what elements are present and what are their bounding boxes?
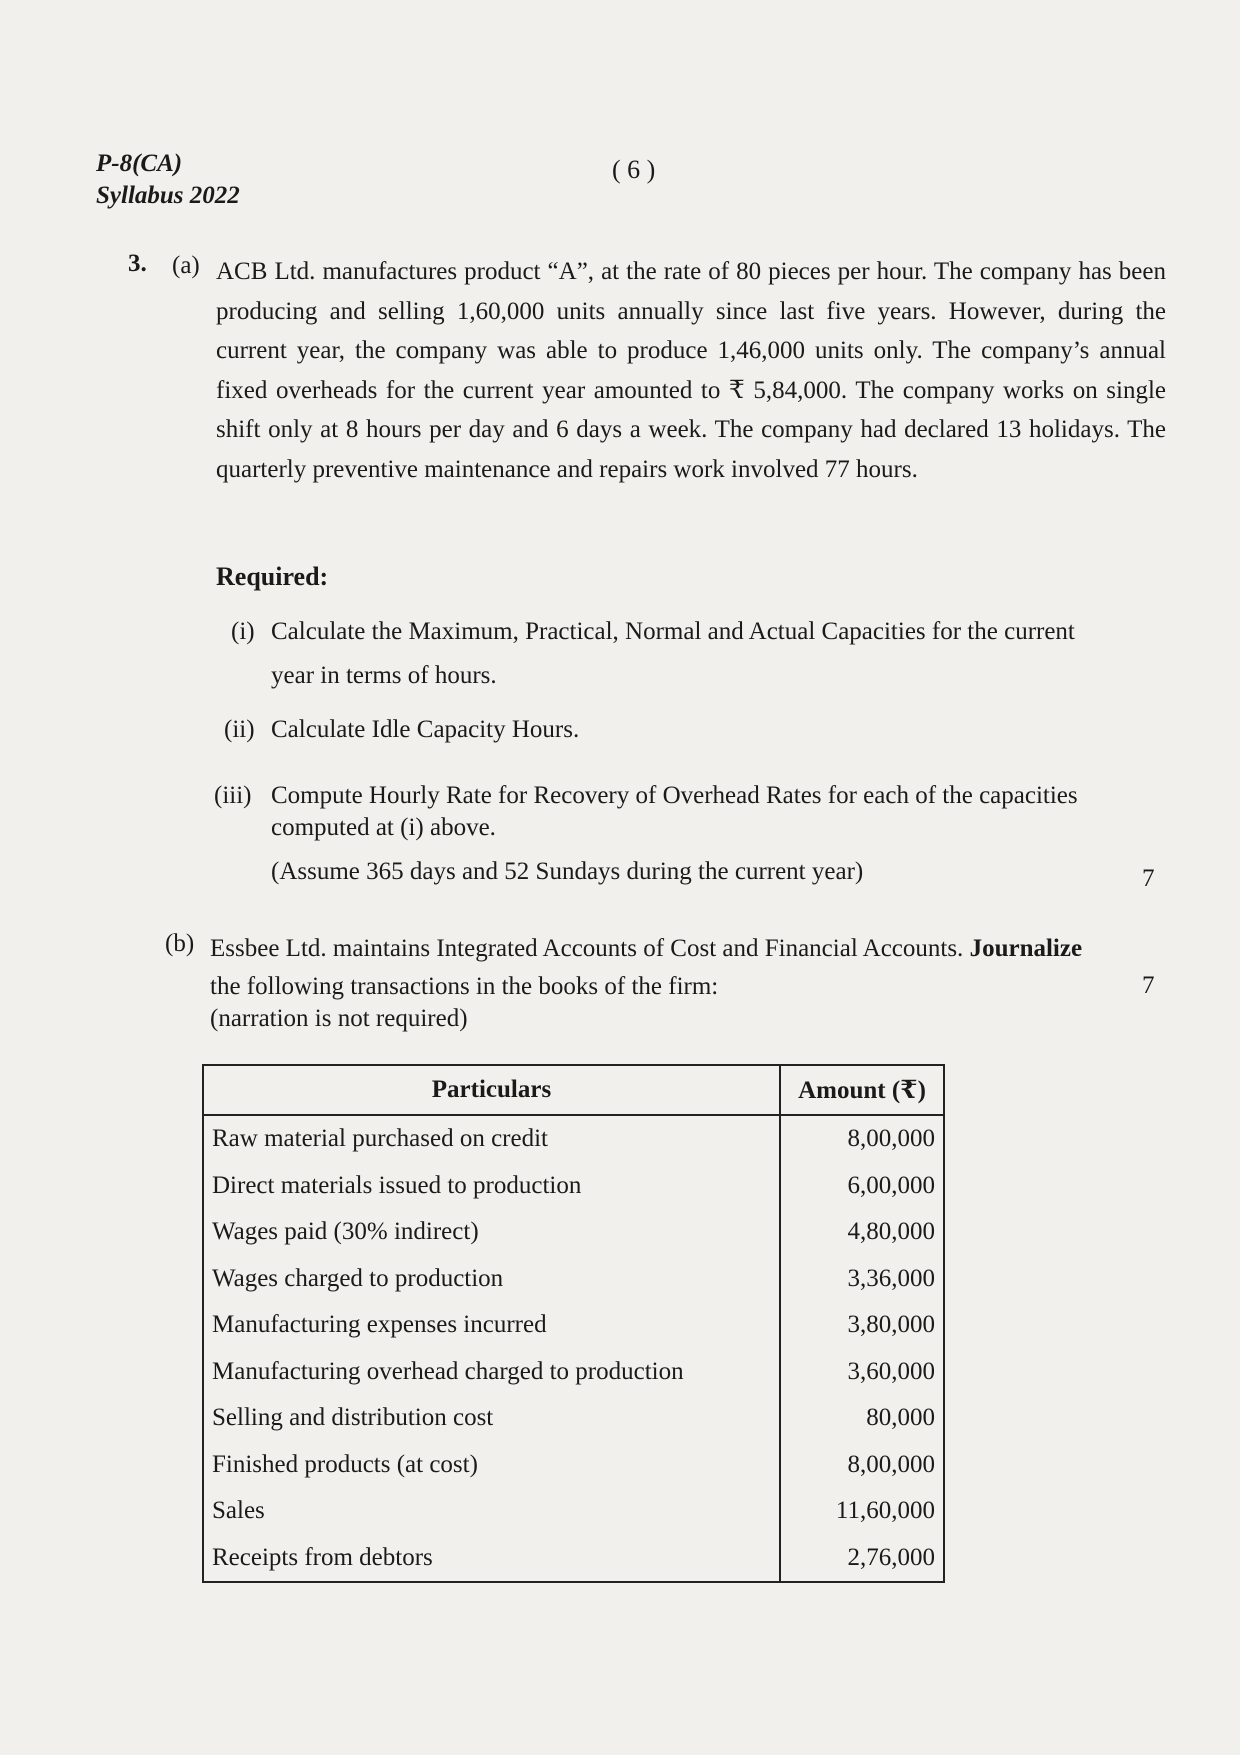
table-row — [203, 1535, 944, 1583]
table-header-row — [203, 1065, 944, 1115]
table-row — [203, 1163, 944, 1210]
syllabus-label: Syllabus 2022 — [96, 182, 240, 209]
amount-header: Amount (₹) — [780, 1065, 944, 1115]
part-b-text-line2: the following transactions in the books of the firm: — [210, 973, 719, 1000]
table-row — [203, 1302, 944, 1349]
part-a-label: (a) — [172, 252, 200, 279]
part-b-label: (b) — [165, 930, 195, 957]
particular-cell: Selling and distribution cost — [203, 1395, 780, 1442]
table-row — [203, 1209, 944, 1256]
table-row — [203, 1349, 944, 1396]
particular-cell: Raw material purchased on credit — [203, 1115, 780, 1163]
amount-cell: 3,60,000 — [780, 1349, 944, 1396]
part-a-marks: 7 — [1142, 865, 1155, 892]
table-row — [203, 1395, 944, 1442]
item-iii-label: (iii) — [214, 782, 252, 809]
particular-cell: Wages paid (30% indirect) — [203, 1209, 780, 1256]
particulars-header: Particulars — [203, 1065, 780, 1115]
particular-cell: Manufacturing expenses incurred — [203, 1302, 780, 1349]
amount-cell: 3,36,000 — [780, 1256, 944, 1303]
particular-cell: Sales — [203, 1488, 780, 1535]
particular-cell: Wages charged to production — [203, 1256, 780, 1303]
item-ii-text: Calculate Idle Capacity Hours. — [271, 716, 580, 743]
transactions-table — [202, 1064, 945, 1583]
part-a-text: ACB Ltd. manufactures product “A”, at the rate of 80 pieces per hour. The company has been producing and selling 1,60,000 units annually since last five years. However, during the current year, the company was able to produce 1,46,000 units only. The company’s annual fixed overheads for the current year amounted to ₹ 5,84,000. The company works on single shift only at 8 hours per day and 6 days a week. The company had declared 13 holidays. The quarterly preventive maintenance and repairs work involved 77 hours. — [216, 258, 1166, 483]
narration-note: (narration is not required) — [210, 1005, 468, 1032]
item-ii-label: (ii) — [224, 716, 255, 743]
question-number: 3. — [128, 250, 147, 277]
part-b-marks: 7 — [1142, 972, 1155, 999]
amount-cell: 11,60,000 — [780, 1488, 944, 1535]
particular-cell: Manufacturing overhead charged to production — [203, 1349, 780, 1396]
particular-cell: Finished products (at cost) — [203, 1442, 780, 1489]
item-iii-text-line1: Compute Hourly Rate for Recovery of Overhead Rates for each of the capacities — [271, 782, 1078, 809]
item-i-text-line1: Calculate the Maximum, Practical, Normal and Actual Capacities for the current — [271, 618, 1075, 645]
table-row — [203, 1115, 944, 1163]
required-heading: Required: — [216, 562, 329, 591]
amount-cell: 3,80,000 — [780, 1302, 944, 1349]
table-row — [203, 1442, 944, 1489]
particular-cell: Receipts from debtors — [203, 1535, 780, 1583]
part-b-text-bold: Journalize — [969, 935, 1083, 962]
table-row — [203, 1488, 944, 1535]
table-row — [203, 1256, 944, 1303]
part-b-text — [210, 930, 1170, 1006]
assumption-note: (Assume 365 days and 52 Sundays during the current year) — [271, 858, 864, 885]
amount-cell: 6,00,000 — [780, 1163, 944, 1210]
amount-cell: 4,80,000 — [780, 1209, 944, 1256]
amount-cell: 80,000 — [780, 1395, 944, 1442]
page-number: ( 6 ) — [612, 155, 656, 184]
paper-code: P-8(CA) — [96, 150, 183, 177]
amount-cell: 2,76,000 — [780, 1535, 944, 1583]
item-i-label: (i) — [231, 618, 255, 645]
amount-cell: 8,00,000 — [780, 1442, 944, 1489]
part-b-text-plain: Essbee Ltd. maintains Integrated Accounts of Cost and Financial Accounts. — [210, 935, 964, 962]
particular-cell: Direct materials issued to production — [203, 1163, 780, 1210]
amount-cell: 8,00,000 — [780, 1115, 944, 1163]
item-iii-text-line2: computed at (i) above. — [271, 814, 496, 841]
item-i-text-line2: year in terms of hours. — [271, 662, 497, 689]
